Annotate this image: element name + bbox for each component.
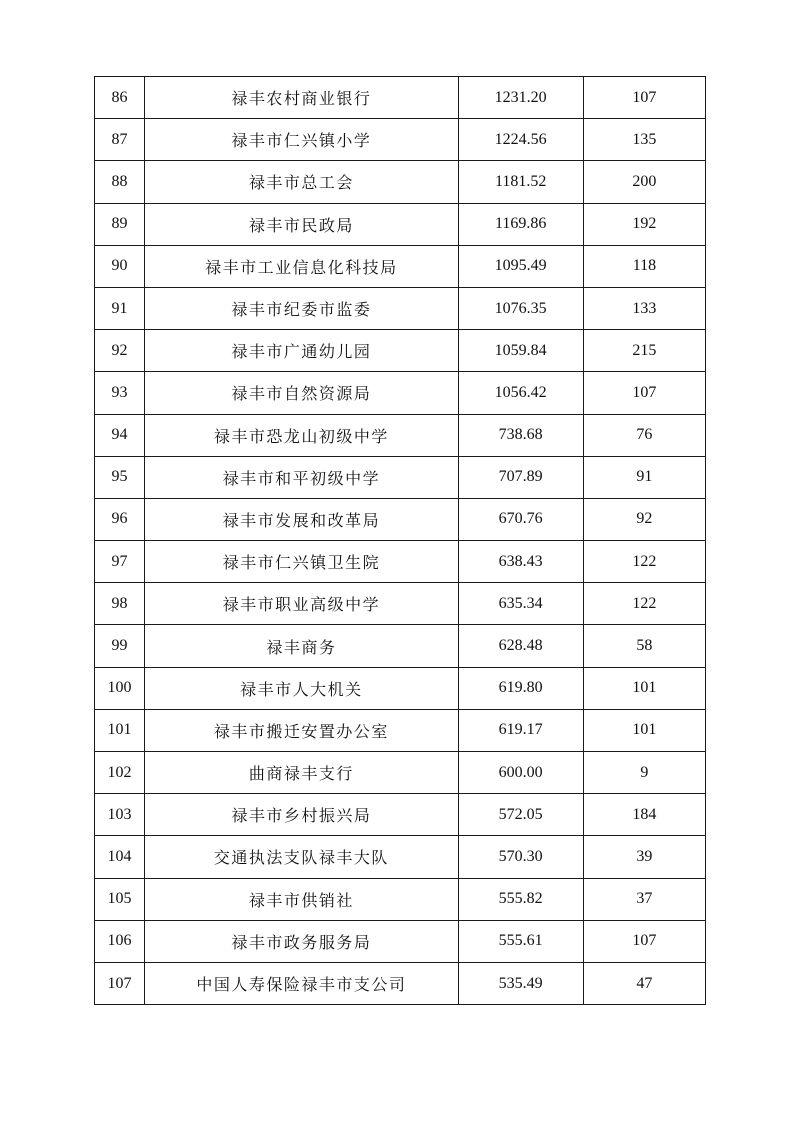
table-row	[95, 752, 706, 794]
unit-name: 中国人寿保险禄丰市支公司	[145, 962, 459, 1004]
table-row	[95, 920, 706, 962]
unit-name: 禄丰市供销社	[145, 878, 459, 920]
count-value: 101	[583, 709, 705, 751]
table-row	[95, 709, 706, 751]
amount-value: 572.05	[458, 794, 583, 836]
row-number: 100	[95, 667, 145, 709]
count-value: 91	[583, 456, 705, 498]
row-number: 101	[95, 709, 145, 751]
table-row	[95, 962, 706, 1004]
unit-name: 禄丰市纪委市监委	[145, 287, 459, 329]
amount-value: 1181.52	[458, 161, 583, 203]
amount-value: 1224.56	[458, 119, 583, 161]
unit-name: 禄丰市仁兴镇卫生院	[145, 541, 459, 583]
count-value: 122	[583, 583, 705, 625]
row-number: 91	[95, 287, 145, 329]
amount-value: 570.30	[458, 836, 583, 878]
amount-value: 535.49	[458, 962, 583, 1004]
count-value: 101	[583, 667, 705, 709]
amount-value: 1056.42	[458, 372, 583, 414]
row-number: 88	[95, 161, 145, 203]
unit-name: 禄丰市人大机关	[145, 667, 459, 709]
count-value: 58	[583, 625, 705, 667]
row-number: 102	[95, 752, 145, 794]
table-row	[95, 245, 706, 287]
unit-name: 禄丰市政务服务局	[145, 920, 459, 962]
unit-name: 禄丰市广通幼儿园	[145, 330, 459, 372]
row-number: 90	[95, 245, 145, 287]
table-row	[95, 119, 706, 161]
amount-value: 707.89	[458, 456, 583, 498]
count-value: 37	[583, 878, 705, 920]
row-number: 104	[95, 836, 145, 878]
table-body	[95, 77, 706, 1005]
count-value: 92	[583, 498, 705, 540]
row-number: 95	[95, 456, 145, 498]
table-row	[95, 77, 706, 119]
row-number: 107	[95, 962, 145, 1004]
row-number: 96	[95, 498, 145, 540]
amount-value: 1231.20	[458, 77, 583, 119]
row-number: 86	[95, 77, 145, 119]
row-number: 93	[95, 372, 145, 414]
amount-value: 555.61	[458, 920, 583, 962]
row-number: 106	[95, 920, 145, 962]
table-row	[95, 541, 706, 583]
table-row	[95, 203, 706, 245]
table-row	[95, 794, 706, 836]
count-value: 192	[583, 203, 705, 245]
count-value: 107	[583, 372, 705, 414]
count-value: 47	[583, 962, 705, 1004]
amount-value: 1059.84	[458, 330, 583, 372]
table-row	[95, 625, 706, 667]
table-row	[95, 161, 706, 203]
count-value: 184	[583, 794, 705, 836]
count-value: 135	[583, 119, 705, 161]
amount-value: 619.17	[458, 709, 583, 751]
amount-value: 1095.49	[458, 245, 583, 287]
count-value: 39	[583, 836, 705, 878]
count-value: 215	[583, 330, 705, 372]
unit-name: 禄丰市仁兴镇小学	[145, 119, 459, 161]
table-row	[95, 287, 706, 329]
table-row	[95, 667, 706, 709]
table-row	[95, 372, 706, 414]
count-value: 107	[583, 920, 705, 962]
row-number: 89	[95, 203, 145, 245]
unit-name: 禄丰市恐龙山初级中学	[145, 414, 459, 456]
amount-value: 670.76	[458, 498, 583, 540]
amount-value: 635.34	[458, 583, 583, 625]
amount-value: 1076.35	[458, 287, 583, 329]
unit-name: 禄丰农村商业银行	[145, 77, 459, 119]
row-number: 94	[95, 414, 145, 456]
amount-value: 600.00	[458, 752, 583, 794]
unit-name: 禄丰市总工会	[145, 161, 459, 203]
count-value: 118	[583, 245, 705, 287]
unit-name: 交通执法支队禄丰大队	[145, 836, 459, 878]
table-row	[95, 330, 706, 372]
amount-value: 738.68	[458, 414, 583, 456]
count-value: 133	[583, 287, 705, 329]
count-value: 9	[583, 752, 705, 794]
table-row	[95, 878, 706, 920]
table-row	[95, 836, 706, 878]
unit-name: 禄丰市职业高级中学	[145, 583, 459, 625]
data-table	[94, 76, 706, 1005]
count-value: 200	[583, 161, 705, 203]
unit-name: 禄丰市搬迁安置办公室	[145, 709, 459, 751]
unit-name: 禄丰市乡村振兴局	[145, 794, 459, 836]
unit-name: 禄丰市和平初级中学	[145, 456, 459, 498]
count-value: 76	[583, 414, 705, 456]
unit-name: 禄丰市工业信息化科技局	[145, 245, 459, 287]
row-number: 98	[95, 583, 145, 625]
row-number: 99	[95, 625, 145, 667]
count-value: 107	[583, 77, 705, 119]
amount-value: 628.48	[458, 625, 583, 667]
amount-value: 619.80	[458, 667, 583, 709]
unit-name: 禄丰市发展和改革局	[145, 498, 459, 540]
row-number: 105	[95, 878, 145, 920]
amount-value: 1169.86	[458, 203, 583, 245]
amount-value: 555.82	[458, 878, 583, 920]
row-number: 103	[95, 794, 145, 836]
unit-name: 曲商禄丰支行	[145, 752, 459, 794]
row-number: 97	[95, 541, 145, 583]
table-row	[95, 456, 706, 498]
unit-name: 禄丰市自然资源局	[145, 372, 459, 414]
table-row	[95, 414, 706, 456]
row-number: 92	[95, 330, 145, 372]
table-row	[95, 498, 706, 540]
count-value: 122	[583, 541, 705, 583]
amount-value: 638.43	[458, 541, 583, 583]
unit-name: 禄丰商务	[145, 625, 459, 667]
table-row	[95, 583, 706, 625]
row-number: 87	[95, 119, 145, 161]
unit-name: 禄丰市民政局	[145, 203, 459, 245]
